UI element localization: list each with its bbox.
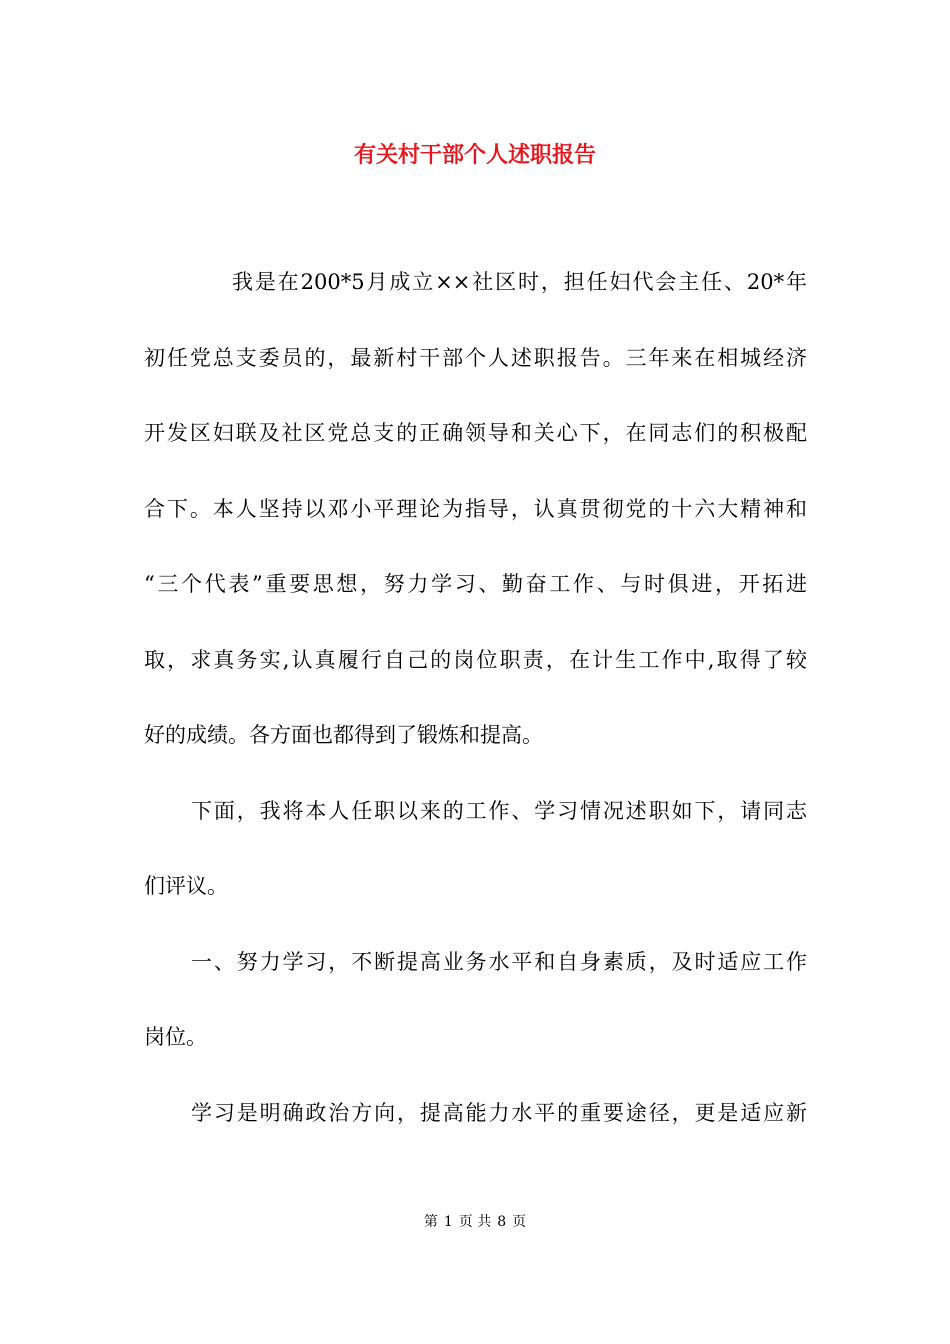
footer-prefix: 第 bbox=[423, 1214, 438, 1230]
document-title: 有关村干部个人述职报告 bbox=[353, 142, 596, 168]
text-line: 我是在200*5月成立××社区时，担任妇代会主任、20*年 bbox=[232, 270, 807, 294]
text-line: 们评议。 bbox=[144, 874, 228, 898]
text-line: 初任党总支委员的，最新村干部个人述职报告。三年来在相城经济 bbox=[144, 345, 807, 370]
document-body bbox=[144, 245, 807, 1151]
text-line: 岗位。 bbox=[144, 1025, 207, 1049]
footer-suffix: 页 bbox=[512, 1214, 527, 1230]
text-line: 一、努力学习，不断提高业务水平和自身素质，及时适应工作 bbox=[191, 949, 807, 974]
text-line: 好的成绩。各方面也都得到了锻炼和提高。 bbox=[144, 723, 543, 747]
text-line: 开发区妇联及社区党总支的正确领导和关心下，在同志们的积极配 bbox=[144, 421, 807, 445]
text-line: “三个代表”重要思想，努力学习、勤奋工作、与时俱进，开拓进 bbox=[144, 572, 807, 596]
footer-middle: 页 共 bbox=[458, 1214, 492, 1230]
text-line: 下面，我将本人任职以来的工作、学习情况述职如下，请同志 bbox=[191, 798, 807, 823]
text-line: 合下。本人坚持以邓小平理论为指导，认真贯彻党的十六大精神和 bbox=[144, 496, 807, 521]
footer-page-number: 1 bbox=[443, 1214, 453, 1230]
text-line: 学习是明确政治方向，提高能力水平的重要途径，更是适应新 bbox=[191, 1100, 807, 1125]
text-line: 取，求真务实,认真履行自己的岗位职责，在计生工作中,取得了较 bbox=[144, 647, 807, 672]
footer-total-pages: 8 bbox=[497, 1214, 507, 1230]
page-footer bbox=[0, 1212, 950, 1232]
